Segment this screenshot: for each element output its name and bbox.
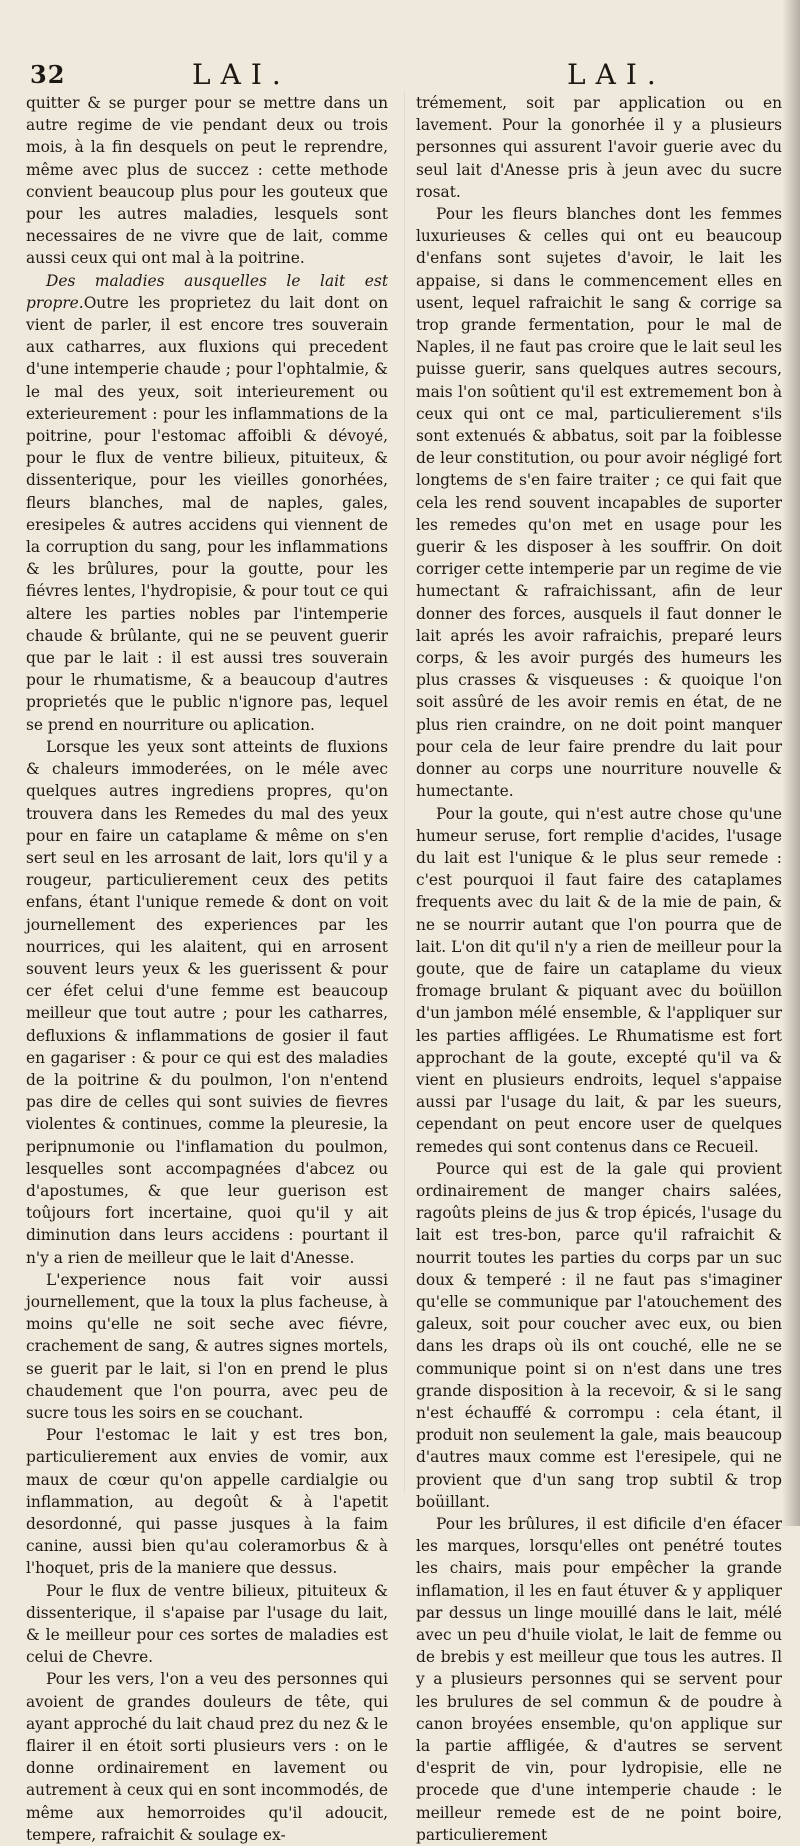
paragraph: Pour l'estomac le lait y est tres bon, particulierement aux envies de vomir, aux maux de cœur qu'on appelle cardialgie ou inflammation, au degoût & à l'apetit desordonné, qui passe jusques à la faim canine, aussi bien qu'au coleramorbus & à l'hoquet, pris de la maniere que dessus. <box>26 1426 388 1578</box>
page-number: 32 <box>30 60 66 89</box>
right-running-title: LAI. <box>567 58 666 91</box>
page-edge-shadow <box>782 0 800 1526</box>
paragraph <box>26 270 388 736</box>
left-running-title: LAI. <box>192 58 291 91</box>
section-heading: Des maladies ausquelles le lait est propre. <box>26 271 388 312</box>
paragraph: Pour les brûlures, il est dificile d'en éfacer les marques, lorsqu'elles ont penétré toutes les chairs, mais pour empêcher la grande inflamation, il les en faut étuver & y appliquer par dessus un linge mouillé dans le lait, mélé avec un peu d'huile violat, le lait de femme ou de brebis y est meilleur que tous les autres. Il y a plusieurs personnes qui se servent pour les brulures de sel commun & de poudre à canon broyées ensemble, qu'on applique sur la partie affligée, & d'autres se servent d'esprit de vin, pour lydropisie, elle ne procede que d'une intemperie chaude : le meilleur remede est de ne point boire, particulierement <box>416 1515 782 1844</box>
paragraph: Pource qui est de la gale qui provient ordinairement de manger chairs salées, ragoûts pleins de jus & trop épicés, l'usage du lait est tres-bon, parce qu'il rafraichit & nourrit toutes les parties du corps par un suc doux & temperé : il ne faut pas s'imaginer qu'elle se communique par l'atouchement des galeux, soit pour coucher avec eux, ou bien dans les draps où ils ont couché, elle ne se communique point si on n'est dans une tres grande disposition à la recevoir, & si le sang n'est échauffé & corrompu : cela étant, il produit non seulement la gale, mais beaucoup d'autres maux comme est l'eresipele, qui ne provient que d'un sang trop subtil & trop boüillant. <box>416 1159 782 1511</box>
right-column <box>416 92 782 1844</box>
paragraph-body: Outre les proprietez du lait dont on vient de parler, il est encore tres souverain aux catharres, aux fluxions qui precedent d'une intemperie chaude ; pour l'ophtalmie, & le mal des yeux, soit interieurement ou exterieurement : pour les inflammations de la poitrine, pour l'estomac affoibli & dévoyé, pour le flux de ventre bilieux, pituiteux, & dissenterique, pour les vieilles gonorhées, fleurs blanches, mal de naples, gales, eresipeles & autres accidens qui viennent de la corruption du sang, pour les inflammations & les brûlures, pour la goutte, pour les fiévres lentes, l'hydropisie, & pour tout ce qui altere les parties nobles par l'intemperie chaude & brûlante, qui ne se peuvent guerir que par le lait : il est aussi tres souverain pour le rhumatisme, & a beaucoup d'autres proprietés que le public n'ignore pas, lequel se prend en nourriture ou aplication. <box>26 293 388 734</box>
left-column <box>26 92 388 1844</box>
paragraph: quitter & se purger pour se mettre dans un autre regime de vie pendant deux ou trois mois, à la fin desquels on peut le reprendre, même avec plus de succez : cette methode convient beaucoup plus pour les gouteux que pour les autres maladies, lesquels sont necessaires de ne vivre que de lait, comme aussi ceux qui ont mal à la poitrine. <box>26 94 388 268</box>
paragraph: Pour les vers, l'on a veu des personnes qui avoient de grandes douleurs de tête, qui ayant approché du lait chaud prez du nez & le flairer il en étoit sorti plusieurs vers : on le donne ordinairement en lavement ou autrement à ceux qui en sont incommodés, de même aux hemorroides qu'il adoucit, tempere, rafraichit & soulage ex- <box>26 1670 388 1844</box>
paragraph: trémement, soit par application ou en lavement. Pour la gonorhée il y a plusieurs personnes qui assurent l'avoir guerie avec du seul lait d'Anesse pris à jeun avec du sucre rosat. <box>416 94 782 201</box>
paragraph: Lorsque les yeux sont atteints de fluxions & chaleurs immoderées, on le méle avec quelques autres ingrediens propres, qu'on trouvera dans les Remedes du mal des yeux pour en faire un cataplame & même on s'en sert seul en les arrosant de lait, lors qu'il y a rougeur, particulierement ceux des petits enfans, étant l'unique remede & dont on voit journellement des experiences par les nourrices, qui les alaitent, qui en arrosent souvent leurs yeux & les guerissent & pour cer éfet celui d'une femme est beaucoup meilleur que tout autre ; pour les catharres, defluxions & inflammations de gosier il faut en gagariser : & pour ce qui est des maladies de la poitrine & du poulmon, l'on n'entend pas dire de celles qui sont suivies de fievres violentes & continues, comme la pleuresie, la peripnumonie ou l'inflamation du poulmon, lesquelles sont accompagnées d'abcez ou d'apostumes, & que leur guerison est toûjours fort incertaine, quoi qu'il y ait diminution dans leurs accidens : pourtant il n'y a rien de meilleur que le lait d'Anesse. <box>26 737 388 1267</box>
paragraph: Pour les fleurs blanches dont les femmes luxurieuses & celles qui ont eu beaucoup d'enfans sont sujetes d'avoir, le lait les appaise, si dans le commencement elles en usent, lequel rafraichit le sang & corrige sa trop grande fermentation, pour le mal de Naples, il ne faut pas croire que le lait seul les puisse guerir, sans quelques autres secours, mais l'on soûtient qu'il est extremement bon à ceux qui ont ce mal, particulierement s'ils sont extenués & abbatus, soit par la foiblesse de leur constitution, ou pour avoir négligé fort longtems de s'en faire traiter ; ce qui fait que cela les rend souvent incapables de suporter les remedes qu'on met en usage pour les guerir & les disposer à les souffrir. On doit corriger cette intemperie par un regime de vie humectant & rafraichissant, afin de leur donner des forces, ausquels il faut donner le lait aprés les avoir rafraichis, preparé leurs corps, & les avoir purgés des humeurs les plus crasses & visqueuses : & quoique l'on soit assûré de les avoir remis en état, de ne plus rien craindre, on ne doit point manquer pour cela de leur faire prendre du lait pour donner au corps une nourriture nouvelle & humectante. <box>416 205 782 801</box>
paragraph: L'experience nous fait voir aussi journellement, que la toux la plus facheuse, à moins qu'elle ne soit seche avec fiévre, crachement de sang, & autres signes mortels, se guerit par le lait, si l'on en prend le plus chaudement que l'on pourra, avec peu de sucre tous les soirs en se couchant. <box>26 1270 388 1422</box>
paragraph: Pour la goute, qui n'est autre chose qu'une humeur seruse, fort remplie d'acides, l'usage du lait est l'unique & le plus seur remede : c'est pourquoi il faut faire des cataplames frequents avec du lait & de la mie de pain, & ne se nourrir autant que l'on pourra que de lait. L'on dit qu'il n'y a rien de meilleur pour la goute, que de faire un cataplame du vieux fromage brulant & piquant avec du boüillon d'un jambon mélé ensemble, & l'appliquer sur les parties affligées. Le Rhumatisme est fort approchant de la goute, excepté qu'il va & vient en plusieurs endroits, lequel s'appaise aussi par l'usage du lait, & par les sueurs, cependant on peut encore user de quelques remedes qui sont contenus dans ce Recueil. <box>416 804 782 1156</box>
running-header <box>22 58 778 90</box>
paragraph: Pour le flux de ventre bilieux, pituiteux & dissenterique, il s'apaise par l'usage du lait, & le meilleur pour ces sortes de maladies est celui de Chevre. <box>26 1581 388 1667</box>
column-gutter <box>404 92 405 1492</box>
